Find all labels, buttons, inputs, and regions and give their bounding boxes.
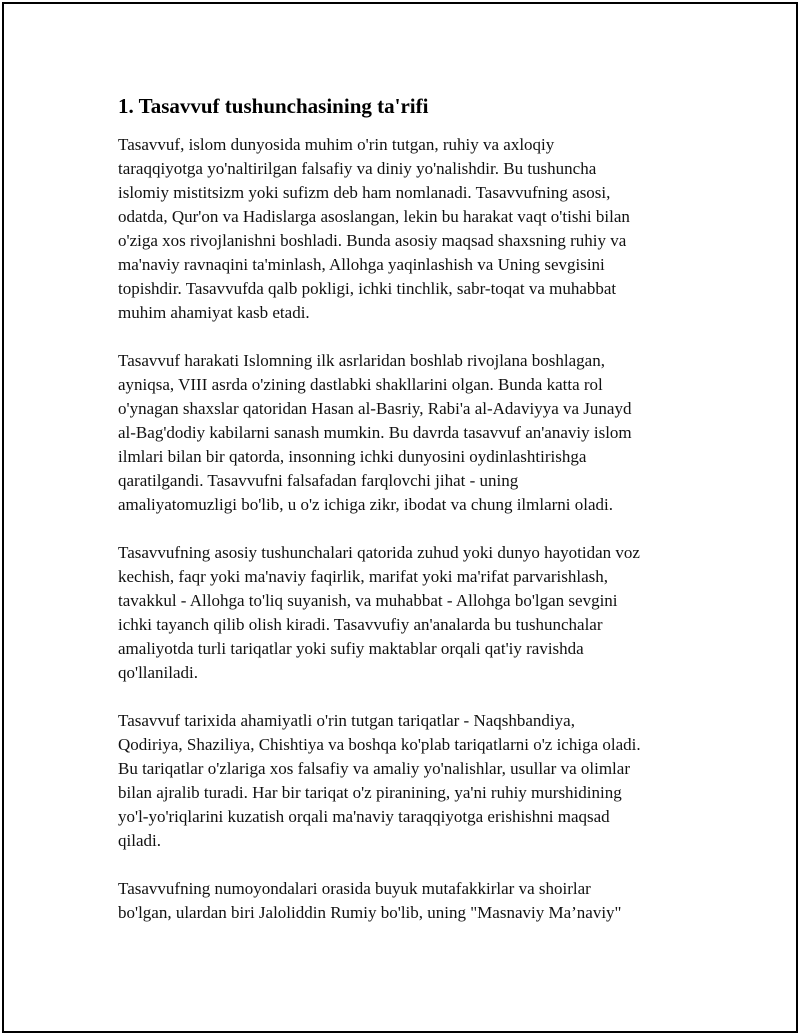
paragraph-history: Tasavvuf harakati Islomning ilk asrlaridan boshlab rivojlana boshlagan, ayniqsa, VIII asrda o'zining dastlabki shakllarini olgan. Bunda katta rol o'ynagan shaxslar qatoridan Hasan al-Basriy, Rabi'a al-Adaviyya va Junayd al-Bag'dodiy kabilarni sanash mumkin. Bu davrda tasavvuf an'anaviy islom ilmlari bilan bir qatorda, insonning ichki dunyosini oydinlashtirishga qaratilgandi. Tasavvufni falsafadan farqlovchi jihat - uning amaliyatomuzligi bo'lib, u o'z ichiga zikr, ibodat va chung ilmlarni oladi. xyxy=(118,351,632,514)
paragraph-core-concepts: Tasavvufning asosiy tushunchalari qatorida zuhud yoki dunyo hayotidan voz kechish, faqr yoki ma'naviy faqirlik, marifat yoki ma'rifat parvarishlash, tavakkul - Allohga to'liq suyanish, va muhabbat - Allohga bo'lgan sevgini ichki tayanch qilib olish kiradi. Tasavvufiy an'analarda bu tushunchalar amaliyotda turli tariqatlar yoki sufiy maktablar orqali qat'iy ravishda qo'llaniladi. xyxy=(118,543,640,682)
section-title: 1. Tasavvuf tushunchasining ta'rifi xyxy=(118,94,429,118)
paragraph-representatives: Tasavvufning numoyondalari orasida buyuk mutafakkirlar va shoirlar bo'lgan, ulardan biri Jaloliddin Rumiy bo'lib, uning "Masnaviy Ma’naviy" xyxy=(118,879,622,922)
paragraph-definition: Tasavvuf, islom dunyosida muhim o'rin tutgan, ruhiy va axloqiy taraqqiyotga yo'naltirilgan falsafiy va diniy yo'nalishdir. Bu tushuncha islomiy mistitsizm yoki sufizm deb ham nomlanadi. Tasavvufning asosi, odatda, Qur'on va Hadislarga asoslangan, lekin bu harakat vaqt o'tishi bilan o'ziga xos rivojlanishni boshladi. Bunda asosiy maqsad shaxsning ruhiy va ma'naviy ravnaqini ta'minlash, Allohga yaqinlashish va Uning sevgisini topishdir. Tasavvufda qalb pokligi, ichki tinchlik, sabr-toqat va muhabbat muhim ahamiyat kasb etadi. xyxy=(118,135,630,322)
paragraph-orders: Tasavvuf tarixida ahamiyatli o'rin tutgan tariqatlar - Naqshbandiya, Qodiriya, Shaziliya, Chishtiya va boshqa ko'plab tariqatlarni o'z ichiga oladi. Bu tariqatlar o'zlariga xos falsafiy va amaliy yo'nalishlar, usullar va olimlar bilan ajralib turadi. Har bir tariqat o'z piranining, ya'ni ruhiy murshidining yo'l-yo'riqlarini kuzatish orqali ma'naviy taraqqiyotga erishishni maqsad qiladi. xyxy=(118,711,641,850)
document-body xyxy=(118,92,698,949)
